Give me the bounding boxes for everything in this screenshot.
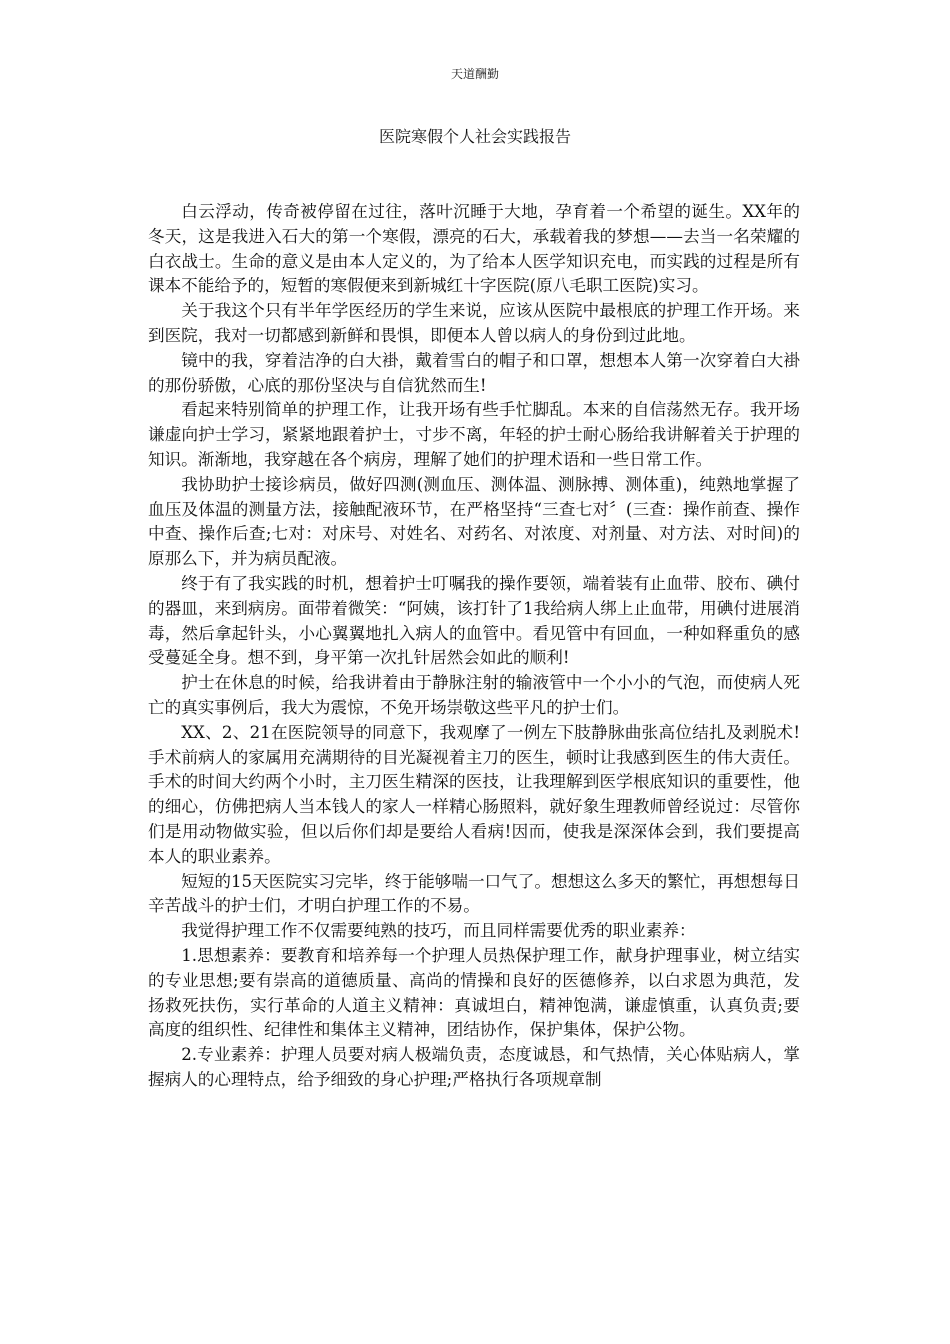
paragraph: 短短的15天医院实习完毕，终于能够喘一口气了。想想这么多天的繁忙，再想想每日辛苦战斗的护士们，才明白护理工作的不易。 — [148, 871, 800, 916]
paragraph: 我觉得护理工作不仅需要纯熟的技巧，而且同样需要优秀的职业素养： — [181, 921, 696, 941]
paragraph: 1.思想素养：要教育和培养每一个护理人员热保护理工作，献身护理事业，树立结实的专业思想;要有崇高的道德质量、高尚的情操和良好的医德修养，以白求恩为典范，发扬救死扶伤，实行革命的人道主义精神：真诚坦白，精神饱满，谦虚慎重，认真负责;要高度的组织性、纪律性和集体主义精神，团结协作，保护集体，保护公物。 — [148, 945, 800, 1040]
paragraph: 看起来特别简单的护理工作，让我开场有些手忙脚乱。本来的自信荡然无存。我开场谦虚向护士学习，紧紧地跟着护士，寸步不离，年轻的护士耐心肠给我讲解着关于护理的知识。渐渐地，我穿越在各个病房，理解了她们的护理术语和一些日常工作。 — [148, 400, 800, 469]
paragraph: XX、2、21在医院领导的同意下，我观摩了一例左下肢静脉曲张高位结扎及剥脱术!手术前病人的家属用充满期待的目光凝视着主刀的医生，顿时让我感到医生的伟大责任。手术的时间大约两个小时，主刀医生精深的医技，让我理解到医学根底知识的重要性，他的细心，仿佛把病人当本钱人的家人一样精心肠照料，就好象生理教师曾经说过：尽管你们是用动物做实验，但以后你们却是要给人看病!因而，使我是深深体会到，我们要提高本人的职业素养。 — [148, 722, 800, 866]
paragraph: 我协助护士接诊病员，做好四测(测血压、测体温、测脉搏、测体重)，纯熟地掌握了血压及体温的测量方法，接触配液环节，在严格坚持“三查七对〞(三查：操作前查、操作中查、操作后查;七对：对床号、对姓名、对药名、对浓度、对剂量、对方法、对时间)的原那么下，并为病员配液。 — [148, 474, 800, 569]
paragraph: 护士在休息的时候，给我讲着由于静脉注射的输液管中一个小小的气泡，而使病人死亡的真实事例后，我大为震惊，不免开场崇敬这些平凡的护士们。 — [148, 673, 800, 717]
paragraph: 镜中的我，穿着洁净的白大褂，戴着雪白的帽子和口罩，想想本人第一次穿着白大褂的那份骄傲，心底的那份坚决与自信犹然而生! — [148, 350, 800, 395]
paragraph: 关于我这个只有半年学医经历的学生来说，应该从医院中最根底的护理工作开场。来到医院，我对一切都感到新鲜和畏惧，即便本人曾以病人的身份到过此地。 — [148, 301, 800, 345]
paragraph: 白云浮动，传奇被停留在过往，落叶沉睡于大地，孕育着一个希望的诞生。XX年的冬天，这是我进入石大的第一个寒假，漂亮的石大，承载着我的梦想——去当一名荣耀的白衣战士。生命的意义是由本人定义的，为了给本人医学知识充电，而实践的过程是所有课本不能给予的，短暂的寒假便来到新城红十字医院(原八毛职工医院)实习。 — [148, 202, 800, 296]
document-title: 医院寒假个人社会实践报告 — [378, 127, 571, 146]
paragraph: 2.专业素养：护理人员要对病人极端负责，态度诚恳，和气热情，关心体贴病人，掌握病人的心理特点，给予细致的身心护理;严格执行各项规章制 — [148, 1045, 800, 1089]
document-body — [148, 200, 800, 1093]
page-header: 天道酬勤 — [450, 67, 499, 81]
paragraph: 终于有了我实践的时机，想着护士叮嘱我的操作要领，端着装有止血带、胶布、碘付的器皿，来到病房。面带着微笑：“阿姨，该打针了1我给病人绑上止血带，用碘付进展消毒，然后拿起针头，小心翼翼地扎入病人的血管中。看见管中有回血，一种如释重负的感受蔓延全身。想不到，身平第一次扎针居然会如此的顺利! — [148, 573, 800, 668]
